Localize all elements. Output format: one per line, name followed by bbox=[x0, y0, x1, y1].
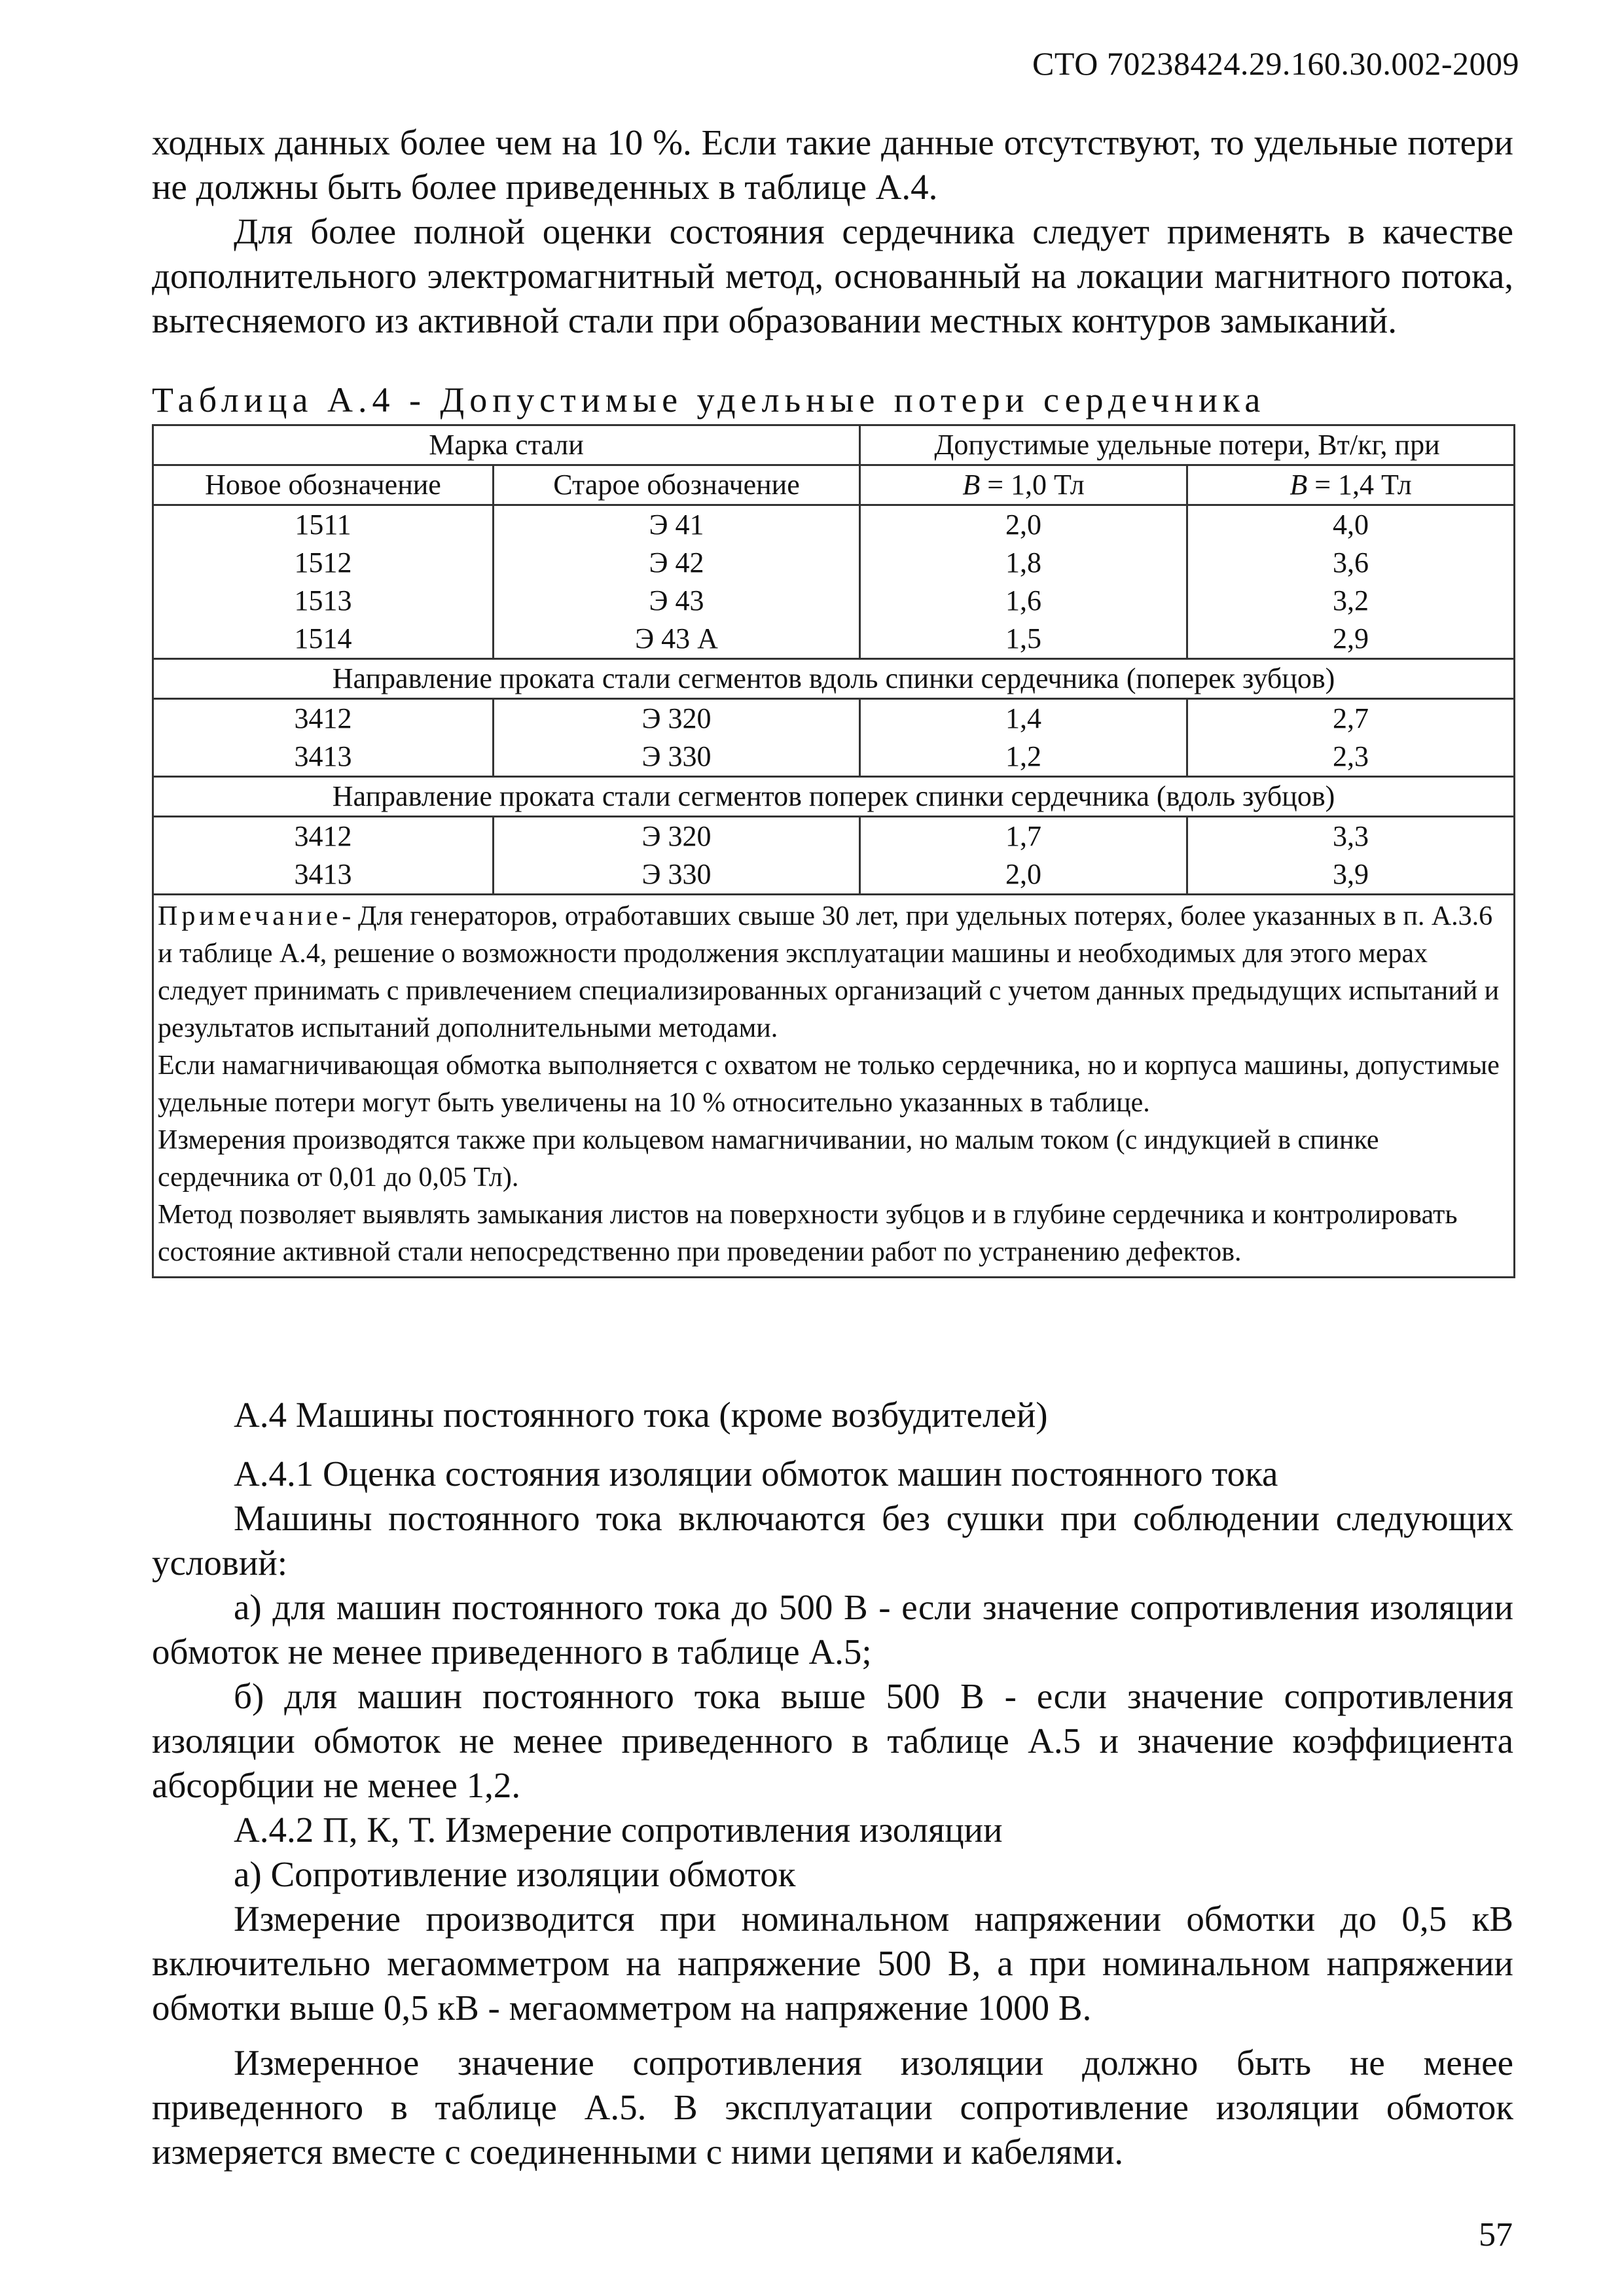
header-steel-grade: Марка стали bbox=[153, 425, 860, 465]
loss-table bbox=[152, 424, 1515, 1278]
header-b-1-4 bbox=[1187, 465, 1515, 505]
group-b-b1: 1,4 1,2 bbox=[860, 699, 1187, 777]
group-a-b1: 2,0 1,8 1,6 1,5 bbox=[860, 505, 1187, 659]
group-c-new: 3412 3413 bbox=[153, 817, 494, 895]
group-b-old: Э 320 Э 330 bbox=[494, 699, 860, 777]
item-b: б) для машин постоянного тока выше 500 В - если значение сопротивления изоляции обмоток не менее приведенного в таблице А.5 и значение коэффициента абсорбции не менее 1,2. bbox=[152, 1676, 1513, 1805]
section-a4 bbox=[152, 1393, 1513, 2174]
intro-text bbox=[152, 120, 1513, 343]
table-row-group-b bbox=[153, 699, 1515, 777]
group-a-old: Э 41 Э 42 Э 43 Э 43 А bbox=[494, 505, 860, 659]
table-note bbox=[153, 895, 1515, 1278]
header-old-designation: Старое обозначение bbox=[494, 465, 860, 505]
note-label: Примечание bbox=[158, 901, 342, 931]
section-b-title: Направление проката стали сегментов вдоль спинки сердечника (поперек зубцов) bbox=[153, 659, 1515, 699]
table-caption: Таблица А.4 - Допустимые удельные потери сердечника bbox=[152, 380, 1266, 420]
group-c-b1: 1,7 2,0 bbox=[860, 817, 1187, 895]
group-a-new: 1511 1512 1513 1514 bbox=[153, 505, 494, 659]
group-a-b2: 4,0 3,6 3,2 2,9 bbox=[1187, 505, 1515, 659]
note-paragraph-4: Метод позволяет выявлять замыкания листов на поверхности зубцов и в глубине сердечника и контролировать состояние активной стали непосредственно при проведении работ по устранению дефектов. bbox=[158, 1200, 1458, 1267]
note-paragraph-3: Измерения производятся также при кольцевом намагничивании, но малым током (с индукцией в спинке сердечника от 0,01 до 0,05 Тл). bbox=[158, 1125, 1379, 1193]
note-paragraph-1 bbox=[158, 898, 1509, 1047]
header-allowed-losses: Допустимые удельные потери, Вт/кг, при bbox=[860, 425, 1515, 465]
intro-paragraph-1: ходных данных более чем на 10 %. Если такие данные отсутствуют, то удельные потери не должны быть более приведенных в таблице А.4. bbox=[152, 122, 1513, 207]
header-b-1-4-symbol: B bbox=[1290, 469, 1308, 501]
header-b-1-0-value: = 1,0 Тл bbox=[980, 469, 1085, 501]
note-text-1: - Для генераторов, отработавших свыше 30 лет, при удельных потерях, более указанных в п. А.3.6 и таблице А.4, решение о возможности продолжения эксплуатации машины и необходимых для этого мерах следует принимать с привлечением специализированных организаций с учетом данных предыдущих испытаний и результатов испытаний дополнительными методами. bbox=[158, 901, 1500, 1043]
table-row-group-a bbox=[153, 505, 1515, 659]
header-new-designation: Новое обозначение bbox=[153, 465, 494, 505]
page-number: 57 bbox=[1479, 2216, 1513, 2253]
header-b-1-0 bbox=[860, 465, 1187, 505]
document-code: СТО 70238424.29.160.30.002-2009 bbox=[1032, 45, 1519, 82]
conditions-paragraph: Машины постоянного тока включаются без сушки при соблюдении следующих условий: bbox=[152, 1498, 1513, 1583]
header-b-1-4-value: = 1,4 Тл bbox=[1307, 469, 1412, 501]
measure-paragraph: Измерение производится при номинальном напряжении обмотки до 0,5 кВ включительно мегаомметром на напряжение 500 В, а при номинальном напряжении обмотки выше 0,5 кВ - мегаомметром на напряжение 1000 В. bbox=[152, 1899, 1513, 2028]
section-a41-title: А.4.1 Оценка состояния изоляции обмоток машин постоянного тока bbox=[234, 1454, 1278, 1494]
value-paragraph: Измеренное значение сопротивления изоляции должно быть не менее приведенного в таблице А.5. В эксплуатации сопротивление изоляции обмоток измеряется вместе с соединенными с ними цепями и кабелями. bbox=[152, 2043, 1513, 2172]
group-c-b2: 3,3 3,9 bbox=[1187, 817, 1515, 895]
header-b-1-0-symbol: B bbox=[962, 469, 981, 501]
group-b-b2: 2,7 2,3 bbox=[1187, 699, 1515, 777]
section-a42-title: А.4.2 П, К, Т. Измерение сопротивления изоляции bbox=[234, 1810, 1003, 1850]
group-c-old: Э 320 Э 330 bbox=[494, 817, 860, 895]
item-a: а) для машин постоянного тока до 500 В - если значение сопротивления изоляции обмоток не менее приведенного в таблице А.5; bbox=[152, 1587, 1513, 1672]
section-c-title: Направление проката стали сегментов поперек спинки сердечника (вдоль зубцов) bbox=[153, 777, 1515, 817]
group-b-new: 3412 3413 bbox=[153, 699, 494, 777]
section-a4-title: А.4 Машины постоянного тока (кроме возбудителей) bbox=[234, 1395, 1048, 1435]
note-paragraph-2: Если намагничивающая обмотка выполняется с охватом не только сердечника, но и корпуса машины, допустимые удельные потери могут быть увеличены на 10 % относительно указанных в таблице. bbox=[158, 1050, 1500, 1118]
table-row-group-c bbox=[153, 817, 1515, 895]
intro-paragraph-2: Для более полной оценки состояния сердечника следует применять в качестве дополнительного электромагнитный метод, основанный на локации магнитного потока, вытесняемого из активной стали при образовании местных контуров замыканий. bbox=[152, 211, 1513, 340]
subsection-a-title: а) Сопротивление изоляции обмоток bbox=[234, 1854, 796, 1894]
